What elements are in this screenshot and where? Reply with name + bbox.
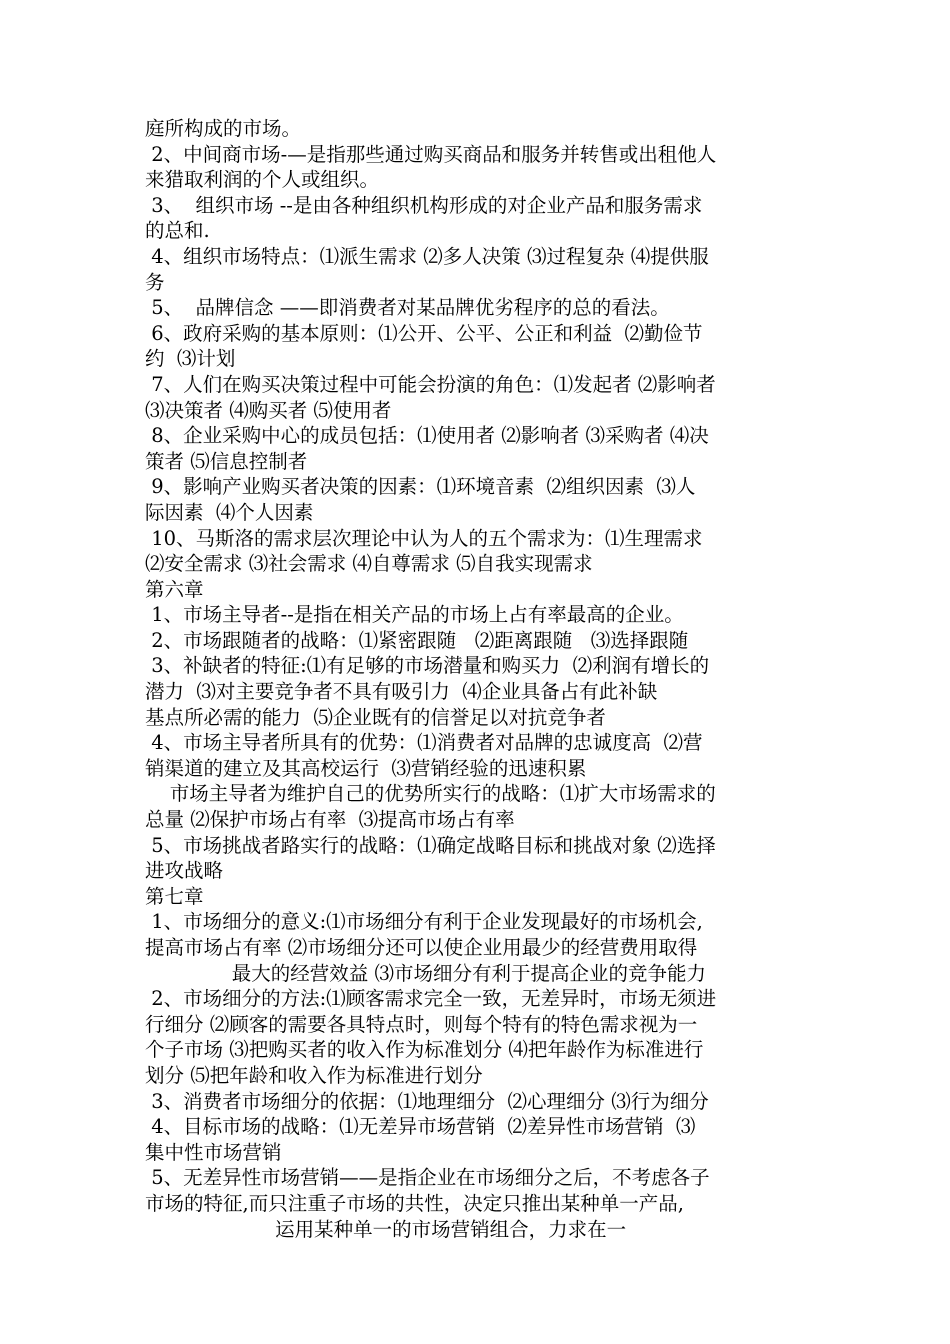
- text-line: 4、市场主导者所具有的优势：⑴消费者对品牌的忠诚度高 ⑵营: [145, 731, 703, 755]
- text-line: 约 ⑶计划: [145, 347, 236, 371]
- text-line: 运用某种单一的市场营销组合，力求在一: [145, 1217, 627, 1241]
- text-line: 7、人们在购买决策过程中可能会扮演的角色：⑴发起者 ⑵影响者: [145, 372, 716, 396]
- text-line: 5、无差异性市场营销——是指企业在市场细分之后，不考虑各子: [145, 1166, 710, 1190]
- text-line: 庭所构成的市场。: [145, 117, 302, 140]
- text-line: 4、组织市场特点：⑴派生需求 ⑵多人决策 ⑶过程复杂 ⑷提供服: [145, 244, 709, 268]
- text-line: 3、消费者市场细分的依据：⑴地理细分 ⑵心理细分 ⑶行为细分: [145, 1089, 709, 1113]
- text-line: 务: [145, 270, 165, 294]
- text-line: 行细分 ⑵顾客的需要各具特点时，则每个特有的特色需求视为一: [145, 1012, 698, 1036]
- text-line: 市场的特征,而只注重子市场的共性，决定只推出某种单一产品,: [145, 1191, 684, 1215]
- text-line: 2、市场细分的方法:⑴顾客需求完全一致，无差异时，市场无须进: [145, 987, 717, 1011]
- text-line: 8、企业采购中心的成员包括：⑴使用者 ⑵影响者 ⑶采购者 ⑷决: [145, 424, 709, 448]
- text-line: 市场主导者为维护自己的优势所实行的战略：⑴扩大市场需求的: [145, 782, 716, 806]
- text-line: 个子市场 ⑶把购买者的收入作为标准划分 ⑷把年龄作为标准进行: [145, 1038, 704, 1062]
- text-line: 1、市场细分的意义:⑴市场细分有利于企业发现最好的市场机会,: [145, 910, 703, 934]
- text-line: 10、马斯洛的需求层次理论中认为人的五个需求为：⑴生理需求: [145, 526, 703, 550]
- text-line: 2、市场跟随者的战略：⑴紧密跟随 ⑵距离跟随 ⑶选择跟随: [145, 628, 689, 652]
- text-line: 划分 ⑸把年龄和收入作为标准进行划分: [145, 1063, 483, 1087]
- chapter-heading: 第七章: [145, 884, 204, 908]
- text-line: 3、补缺者的特征:⑴有足够的市场潜量和购买力 ⑵利润有增长的: [145, 654, 710, 678]
- text-line: 9、影响产业购买者决策的因素：⑴环境音素 ⑵组织因素 ⑶人: [145, 475, 696, 499]
- text-line: 策者 ⑸信息控制者: [145, 449, 308, 473]
- text-line: 潜力 ⑶对主要竞争者不具有吸引力 ⑷企业具备占有此补缺: [145, 680, 658, 704]
- text-line: 际因素 ⑷个人因素: [145, 500, 314, 524]
- text-line: 来猎取利润的个人或组织。: [145, 168, 380, 192]
- text-line: 1、市场主导者--是指在相关产品的市场上占有率最高的企业。: [145, 603, 684, 627]
- text-line: 的总和.: [145, 219, 210, 243]
- text-line: 3、 组织市场 --是由各种组织机构形成的对企业产品和服务需求: [145, 193, 703, 217]
- text-line: 销渠道的建立及其高校运行 ⑶营销经验的迅速积累: [145, 756, 587, 780]
- text-line: 最大的经营效益 ⑶市场细分有利于提高企业的竞争能力: [145, 961, 706, 985]
- text-line: 6、政府采购的基本原则：⑴公开、公平、公正和利益 ⑵勤俭节: [145, 321, 703, 345]
- text-line: ⑵安全需求 ⑶社会需求 ⑷自尊需求 ⑸自我实现需求: [145, 552, 593, 576]
- text-line: 进攻战略: [145, 859, 224, 883]
- text-line: 基点所必需的能力 ⑸企业既有的信誉足以对抗竞争者: [145, 705, 606, 729]
- text-line: 集中性市场营销: [145, 1140, 282, 1164]
- text-line: 提高市场占有率 ⑵市场细分还可以使企业用最少的经营费用取得: [145, 936, 698, 959]
- text-line: 4、目标市场的战略：⑴无差异市场营销 ⑵差异性市场营销 ⑶: [145, 1115, 696, 1139]
- chapter-heading: 第六章: [145, 577, 204, 601]
- text-line: 2、中间商市场-—是指那些通过购买商品和服务并转售或出租他人: [145, 142, 717, 166]
- text-line: 5、 品牌信念 ——即消费者对某品牌优劣程序的总的看法。: [145, 296, 670, 320]
- text-line: 总量 ⑵保护市场占有率 ⑶提高市场占有率: [145, 808, 515, 832]
- document-body: [145, 116, 815, 1242]
- text-line: 5、市场挑战者路实行的战略：⑴确定战略目标和挑战对象 ⑵选择: [145, 833, 716, 857]
- text-line: ⑶决策者 ⑷购买者 ⑸使用者: [145, 398, 392, 422]
